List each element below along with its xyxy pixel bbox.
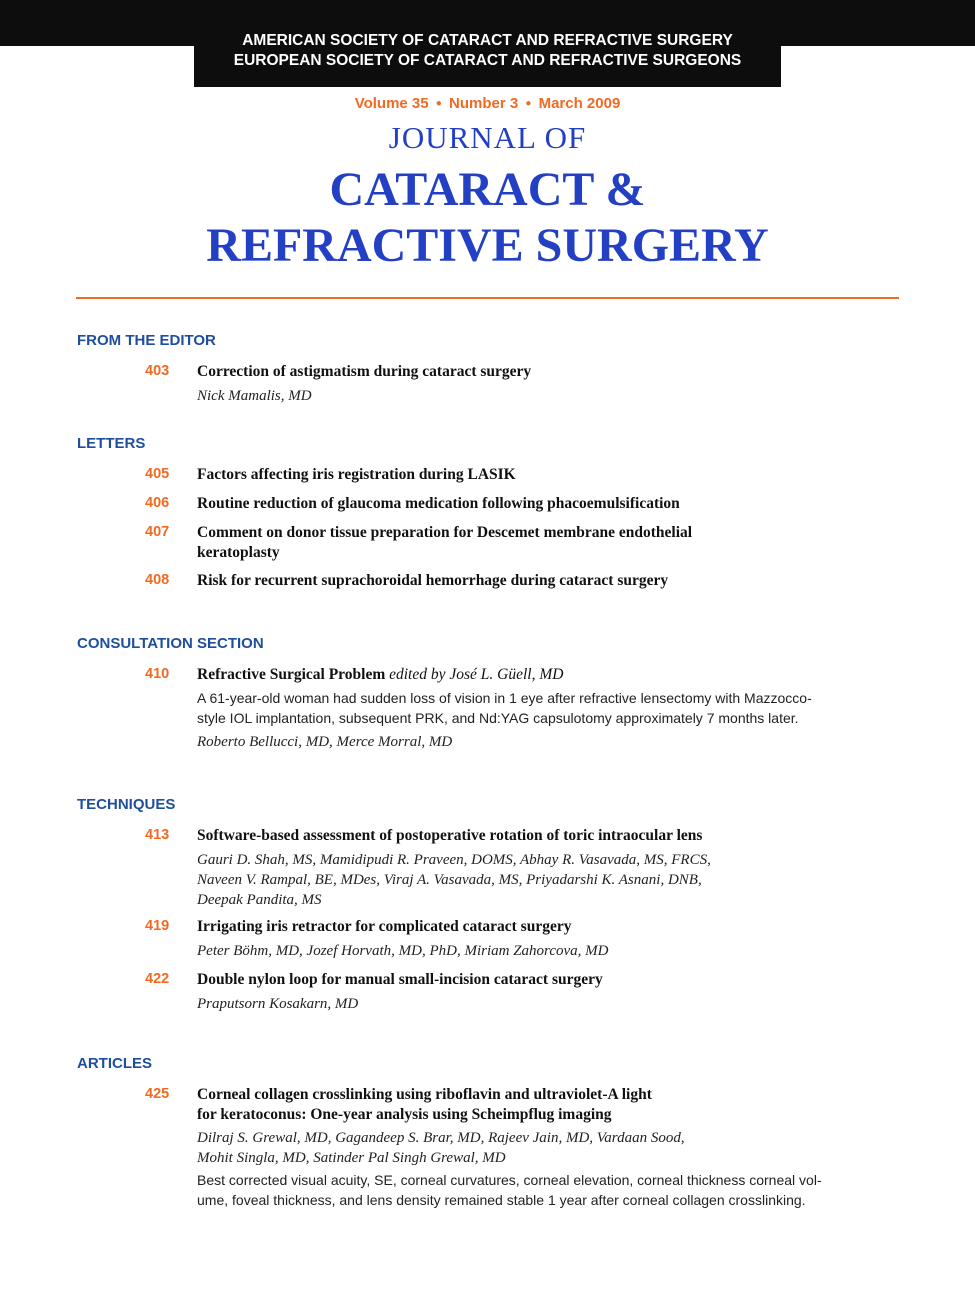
authors-line-2: Mohit Singla, MD, Satinder Pal Singh Grewal, MD [197,1150,506,1166]
article-title[interactable]: Routine reduction of glaucoma medication following phacoemulsification [197,495,680,512]
article-authors [197,1128,837,1168]
bullet-icon: ● [525,98,532,109]
article-title[interactable] [197,665,837,685]
authors-line-2: Naveen V. Rampal, BE, MDes, Viraj A. Vasavada, MS, Priyadarshi K. Asnani, DNB, [197,872,702,888]
page-number: 406 [145,495,170,511]
article-abstract [197,1170,827,1210]
authors-line-3: Deepak Pandita, MS [197,892,322,908]
section-heading-articles: ARTICLES [77,1055,152,1072]
bullet-icon: ● [435,98,442,109]
issue-info [0,95,975,112]
header-divider [76,297,899,299]
article-title-line-1: Comment on donor tissue preparation for Descemet membrane endothelial [197,524,693,541]
article-title[interactable]: Factors affecting iris registration during LASIK [197,466,516,483]
article-title[interactable]: Double nylon loop for manual small-incision cataract surgery [197,971,603,988]
page-number: 408 [145,572,170,588]
article-title-text: Refractive Surgical Problem [197,666,386,683]
page-number: 405 [145,466,170,482]
society-banner [194,30,781,87]
abstract-line-2: style IOL implantation, subsequent PRK, and Nd:YAG capsulotomy approximately 7 months later. [197,710,799,726]
volume: Volume 35 [354,95,429,112]
authors-line-1: Dilraj S. Grewal, MD, Gagandeep S. Brar, MD, Rajeev Jain, MD, Vardaan Sood, [197,1130,685,1146]
article-authors: Nick Mamalis, MD [197,388,312,404]
page-number: 403 [145,363,170,379]
article-title-line-1: Corneal collagen crosslinking using riboflavin and ultraviolet-A light [197,1086,652,1103]
article-abstract [197,688,827,728]
page-number: 425 [145,1086,170,1102]
page-number: 422 [145,971,170,987]
journal-title-line-1: CATARACT & [329,163,646,216]
article-title-line-2: keratoplasty [197,544,280,561]
article-authors: Praputsorn Kosakarn, MD [197,996,359,1012]
issue-date: March 2009 [538,95,621,112]
abstract-line-1: A 61-year-old woman had sudden loss of vision in 1 eye after refractive lensectomy with Mazzocco- [197,690,812,706]
page-number: 410 [145,666,170,682]
article-title[interactable]: Software-based assessment of postoperative rotation of toric intraocular lens [197,827,703,844]
article-title-line-2: for keratoconus: One-year analysis using Scheimpflug imaging [197,1106,612,1123]
article-title[interactable] [197,523,837,563]
journal-of: JOURNAL OF [388,120,587,155]
journal-title-line-2: REFRACTIVE SURGERY [206,219,769,272]
authors-line-1: Gauri D. Shah, MS, Mamidipudi R. Praveen, DOMS, Abhay R. Vasavada, MS, FRCS, [197,852,711,868]
section-heading-consultation: CONSULTATION SECTION [77,635,264,652]
issue-number: Number 3 [449,95,519,112]
article-authors: Roberto Bellucci, MD, Merce Morral, MD [197,734,453,750]
article-authors: Peter Böhm, MD, Jozef Horvath, MD, PhD, Miriam Zahorcova, MD [197,943,609,959]
society-line-1: AMERICAN SOCIETY OF CATARACT AND REFRACTIVE SURGERY [242,32,733,49]
section-heading-editor: FROM THE EDITOR [77,332,216,349]
society-line-2: EUROPEAN SOCIETY OF CATARACT AND REFRACTIVE SURGEONS [233,52,742,69]
article-authors [197,850,837,910]
page-number: 407 [145,524,170,540]
page-number: 413 [145,827,170,843]
article-editor: edited by José L. Güell, MD [389,666,564,683]
article-title[interactable]: Risk for recurrent suprachoroidal hemorrhage during cataract surgery [197,572,669,589]
abstract-line-1: Best corrected visual acuity, SE, corneal curvatures, corneal elevation, corneal thickness corneal vol- [197,1172,822,1188]
article-title[interactable]: Correction of astigmatism during cataract surgery [197,363,532,380]
section-heading-letters: LETTERS [77,435,146,452]
page-number: 419 [145,918,170,934]
abstract-line-2: ume, foveal thickness, and lens density remained stable 1 year after corneal collagen crosslinking. [197,1192,806,1208]
article-title[interactable]: Irrigating iris retractor for complicated cataract surgery [197,918,572,935]
section-heading-techniques: TECHNIQUES [77,796,176,813]
article-title[interactable] [197,1085,837,1125]
